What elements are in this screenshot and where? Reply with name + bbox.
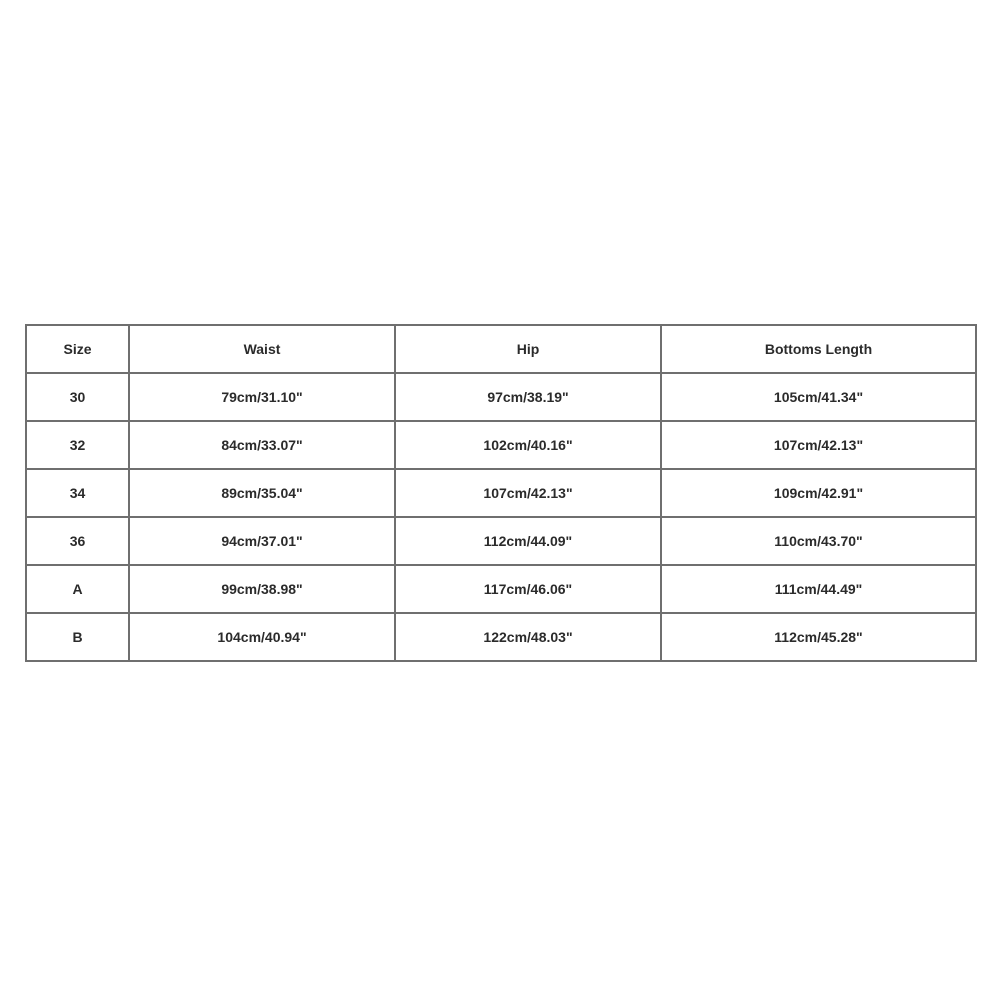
bottoms-length-cell: 105cm/41.34" (661, 373, 976, 421)
header-hip: Hip (395, 325, 661, 373)
bottoms-length-cell: 107cm/42.13" (661, 421, 976, 469)
waist-cell: 104cm/40.94" (129, 613, 395, 661)
hip-cell: 122cm/48.03" (395, 613, 661, 661)
table-body (26, 373, 976, 661)
table-row (26, 613, 976, 661)
table-row (26, 469, 976, 517)
size-cell: 32 (26, 421, 129, 469)
table-row (26, 565, 976, 613)
hip-cell: 112cm/44.09" (395, 517, 661, 565)
table-row (26, 517, 976, 565)
header-row (26, 325, 976, 373)
size-chart-table (25, 324, 977, 662)
bottoms-length-cell: 109cm/42.91" (661, 469, 976, 517)
table-row (26, 373, 976, 421)
header-waist: Waist (129, 325, 395, 373)
hip-cell: 97cm/38.19" (395, 373, 661, 421)
size-cell: 36 (26, 517, 129, 565)
size-cell: A (26, 565, 129, 613)
size-cell: 30 (26, 373, 129, 421)
bottoms-length-cell: 111cm/44.49" (661, 565, 976, 613)
hip-cell: 117cm/46.06" (395, 565, 661, 613)
table-row (26, 421, 976, 469)
hip-cell: 102cm/40.16" (395, 421, 661, 469)
hip-cell: 107cm/42.13" (395, 469, 661, 517)
bottoms-length-cell: 112cm/45.28" (661, 613, 976, 661)
waist-cell: 99cm/38.98" (129, 565, 395, 613)
waist-cell: 89cm/35.04" (129, 469, 395, 517)
bottoms-length-cell: 110cm/43.70" (661, 517, 976, 565)
table-header (26, 325, 976, 373)
waist-cell: 84cm/33.07" (129, 421, 395, 469)
size-cell: 34 (26, 469, 129, 517)
waist-cell: 94cm/37.01" (129, 517, 395, 565)
waist-cell: 79cm/31.10" (129, 373, 395, 421)
header-size: Size (26, 325, 129, 373)
header-bottoms-length: Bottoms Length (661, 325, 976, 373)
size-cell: B (26, 613, 129, 661)
